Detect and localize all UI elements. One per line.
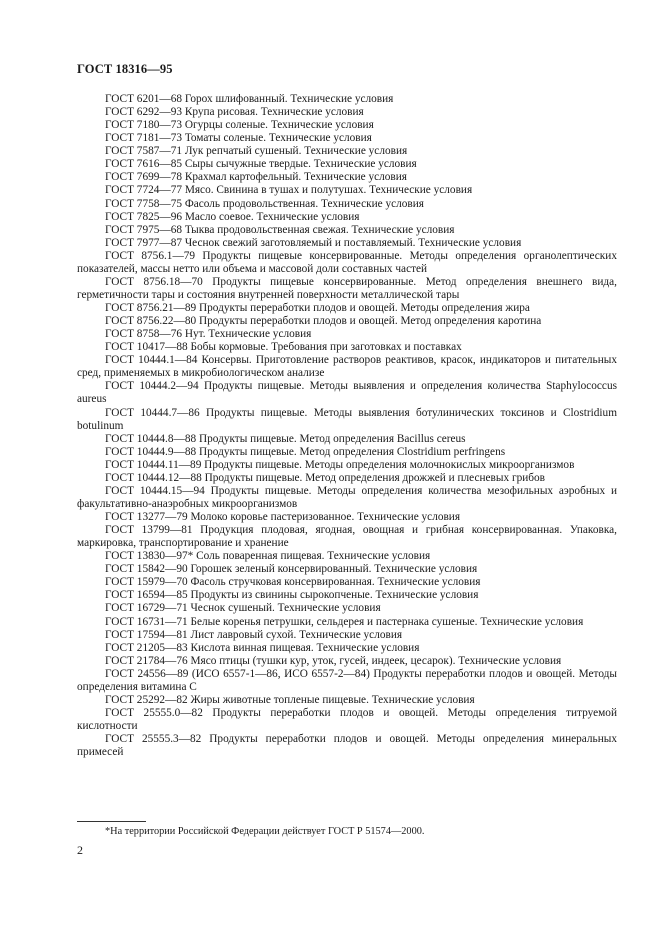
reference-entry: ГОСТ 8758—76 Нут. Технические условия <box>105 328 312 341</box>
reference-entry: ГОСТ 7180—73 Огурцы соленые. Технические условия <box>105 119 374 132</box>
page-header: ГОСТ 18316—95 <box>77 62 173 76</box>
reference-entry: ГОСТ 10444.12—88 Продукты пищевые. Метод определения дрожжей и плесневых грибов <box>105 471 546 484</box>
reference-entry: ГОСТ 25555.3—82 Продукты переработки плодов и овощей. Методы определения минеральных примесей <box>77 733 617 759</box>
reference-entry: ГОСТ 6292—93 Крупа рисовая. Технические условия <box>105 106 364 119</box>
reference-entry: ГОСТ 7181—73 Томаты соленые. Технические условия <box>105 132 372 145</box>
reference-entry: ГОСТ 24556—89 (ИСО 6557-1—86, ИСО 6557-2—84) Продукты переработки плодов и овощей. Методы определения витамина С <box>77 667 617 693</box>
reference-entry: ГОСТ 10444.9—88 Продукты пищевые. Метод определения Clostridium perfringens <box>105 445 506 458</box>
reference-entry: ГОСТ 13830—97* Соль поваренная пищевая. Технические условия <box>105 550 431 563</box>
reference-entry: ГОСТ 25292—82 Жиры животные топленые пищевые. Технические условия <box>105 693 475 706</box>
footnote-divider <box>77 821 146 822</box>
reference-entry: ГОСТ 6201—68 Горох шлифованный. Технические условия <box>105 93 394 105</box>
reference-entry: ГОСТ 7724—77 Мясо. Свинина в тушах и полутушах. Технические условия <box>105 184 473 197</box>
reference-entry: ГОСТ 16731—71 Белые коренья петрушки, сельдерея и пастернака сушеные. Технические условия <box>105 615 584 628</box>
reference-entry: ГОСТ 10417—88 Бобы кормовые. Требования при заготовках и поставках <box>105 341 462 354</box>
reference-entry: ГОСТ 7616—85 Сыры сычужные твердые. Технические условия <box>105 158 417 171</box>
reference-entry: ГОСТ 10444.8—88 Продукты пищевые. Метод определения Bacillus cereus <box>105 432 466 445</box>
reference-entry: ГОСТ 7758—75 Фасоль продовольственная. Технические условия <box>105 197 424 210</box>
page-number: 2 <box>77 843 83 857</box>
reference-entry: ГОСТ 21784—76 Мясо птицы (тушки кур, уток, гусей, индеек, цесарок). Технические условия <box>105 654 562 667</box>
reference-entry: ГОСТ 7977—87 Чеснок свежий заготовляемый и поставляемый. Технические условия <box>105 236 522 249</box>
reference-entry: ГОСТ 10444.15—94 Продукты пищевые. Методы определения количества мезофильных аэробных и факультативно-анаэробных микроорганизмов <box>77 484 617 510</box>
reference-entry: ГОСТ 17594—81 Лист лавровый сухой. Технические условия <box>105 628 403 641</box>
reference-entry: ГОСТ 10444.1—84 Консервы. Приготовление растворов реактивов, красок, индикаторов и питательных сред, применяемых в микробиологическом анализе <box>77 354 617 380</box>
reference-entry: ГОСТ 21205—83 Кислота винная пищевая. Технические условия <box>105 641 420 654</box>
reference-entry: ГОСТ 15842—90 Горошек зеленый консервированный. Технические условия <box>105 563 478 576</box>
reference-entry: ГОСТ 7975—68 Тыква продовольственная свежая. Технические условия <box>105 223 455 236</box>
reference-entry: ГОСТ 8756.18—70 Продукты пищевые консервированные. Метод определения внешнего вида, герметичности тары и состояния внутренней поверхности металлической тары <box>77 275 617 301</box>
reference-entry: ГОСТ 10444.2—94 Продукты пищевые. Методы выявления и определения количества Staphylococcus aureus <box>77 380 617 406</box>
reference-entry: ГОСТ 8756.1—79 Продукты пищевые консервированные. Методы определения органолептических показателей, массы нетто или объема и массовой доли составных частей <box>77 249 617 275</box>
reference-entry: ГОСТ 13277—79 Молоко коровье пастеризованное. Технические условия <box>105 511 461 523</box>
reference-entry: ГОСТ 16594—85 Продукты из свинины сырокопченые. Технические условия <box>105 589 479 602</box>
reference-entry: ГОСТ 7587—71 Лук репчатый сушеный. Технические условия <box>105 145 408 158</box>
reference-entry: ГОСТ 25555.0—82 Продукты переработки плодов и овощей. Методы определения титруемой кислотности <box>77 706 617 732</box>
footnote: *На территории Российской Федерации действует ГОСТ Р 51574—2000. <box>105 826 425 837</box>
reference-entry: ГОСТ 8756.22—80 Продукты переработки плодов и овощей. Метод определения каротина <box>105 315 542 328</box>
reference-entry: ГОСТ 10444.11—89 Продукты пищевые. Методы определения молочнокислых микроорганизмов <box>105 458 575 471</box>
normative-references-list <box>77 93 617 759</box>
reference-entry: ГОСТ 8756.21—89 Продукты переработки плодов и овощей. Методы определения жира <box>105 302 530 314</box>
reference-entry: ГОСТ 13799—81 Продукция плодовая, ягодная, овощная и грибная консервированная. Упаковка, маркировка, транспортирование и хранение <box>77 524 617 550</box>
reference-entry: ГОСТ 7699—78 Крахмал картофельный. Технические условия <box>105 171 407 184</box>
reference-entry: ГОСТ 10444.7—86 Продукты пищевые. Методы выявления ботулинических токсинов и Clostridium botulinum <box>77 406 617 432</box>
reference-entry: ГОСТ 15979—70 Фасоль стручковая консервированная. Технические условия <box>105 576 481 589</box>
reference-entry: ГОСТ 16729—71 Чеснок сушеный. Технические условия <box>105 602 381 615</box>
reference-entry: ГОСТ 7825—96 Масло соевое. Технические условия <box>105 210 360 223</box>
